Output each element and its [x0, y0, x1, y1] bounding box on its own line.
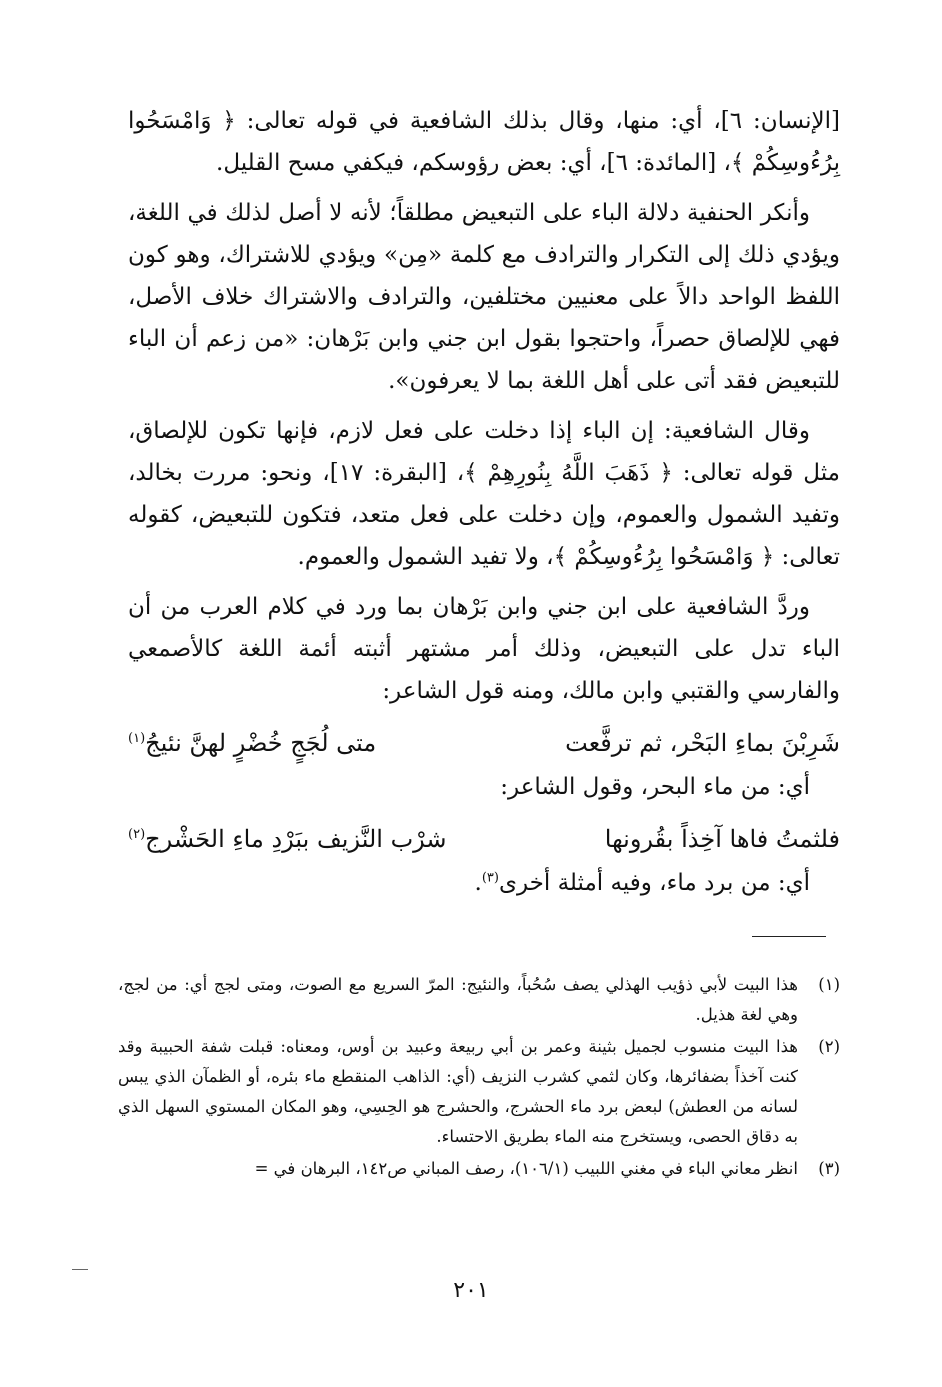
paragraph-2: وأنكر الحنفية دلالة الباء على التبعيض مطلقاً؛ لأنه لا أصل لذلك في اللغة، ويؤدي ذلك إلى التكرار والترادف مع كلمة «مِن» ويؤدي للاشتراك، وهو كون اللفظ الواحد دالاً على معنيين مختلفين، والترادف والاشتراك خلاف الأصل، فهي للإلصاق حصراً، واحتجوا بقول ابن جني وابن بَرْهان: «من زعم أن الباء للتبعيض فقد أتى على أهل اللغة بما لا يعرفون». [128, 200, 840, 394]
footnote-ref-1: (١) [128, 731, 146, 746]
footnote-ref-2: (٢) [128, 827, 146, 842]
footnote-number: (٢) [818, 1037, 840, 1056]
verse-1-second-hemistich: متى لُجَجٍ خُضْرٍ لهنَّ نئيجُ [145, 729, 377, 757]
footnote-number: (٣) [818, 1159, 840, 1178]
main-text [128, 100, 840, 912]
footnote-item [118, 970, 840, 1030]
paragraph-3: وقال الشافعية: إن الباء إذا دخلت على فعل لازم، فإنها تكون للإلصاق، مثل قوله تعالى: ﴿ ذَهَبَ اللَّهُ بِنُورِهِمْ ﴾، [البقرة: ١٧]، ونحو: مررت بخالد، وتفيد الشمول والعموم، وإن دخلت على فعل متعد، فتكون للتبعيض، كقوله تعالى: ﴿ وَامْسَحُوا بِرُءُوسِكُمْ ﴾، ولا تفيد الشمول والعموم. [128, 418, 840, 570]
footnote-number: (١) [818, 975, 840, 994]
footnote-text: هذا البيت لأبي ذؤيب الهذلي يصف سُحُباً، والنئيج: المرّ السريع مع الصوت، ومتى لجج أي: من لجج، وهي لغة هذيل. [118, 975, 798, 1024]
verse-1-first-hemistich: شَرِبْنَ بماءِ البَحْر، ثم ترفَّعت [565, 729, 840, 757]
paragraph-5: أي: من ماء البحر، وقول الشاعر: [500, 774, 810, 800]
footnote-text: انظر معاني الباء في مغني اللبيب (١٠٦/١)، رصف المباني ص١٤٢، البرهان في = [254, 1159, 798, 1178]
verse-1-second-hemistich-wrap [128, 720, 376, 766]
margin-mark [72, 1269, 88, 1270]
footnote-ref-3: (٣) [481, 870, 499, 886]
verse-1 [128, 720, 840, 766]
footnote-item [118, 1032, 840, 1152]
paragraph-6-end: . [474, 870, 482, 896]
verse-2 [128, 816, 840, 862]
footnote-text: هذا البيت منسوب لجميل بثينة وعمر بن أبي ربيعة وعبيد بن أوس، ومعناه: قبلت شفة الحبيبة وقد كنت آخذاً بضفائرها، وكان لثمي كشرب النزيف (أي: الذاهب المنقطع ماء بئره، أو الظمآن الذي يبس لسانه من العطش) لبعض برد ماء الحشرج، والحشرج هو الحِسِي، وهو المكان المستوي السهل الذي به دقاق الحصى، ويستخرج منه الماء بطريق الاحتساء. [118, 1037, 798, 1146]
verse-2-second-hemistich: شرْب النَّزيف ببَرْدِ ماءِ الحَشْرج [145, 825, 447, 853]
footnote-separator [752, 936, 826, 937]
paragraph-1: [الإنسان: ٦]، أي: منها، وقال بذلك الشافعية في قوله تعالى: ﴿ وَامْسَحُوا بِرُءُوسِكُمْ ﴾، [المائدة: ٦]، أي: بعض رؤوسكم، فيكفي مسح القليل. [128, 108, 841, 176]
verse-2-first-hemistich: فلثمتُ فاها آخِذاً بقُرونها [604, 825, 840, 853]
paragraph-6 [128, 862, 840, 904]
verse-2-second-hemistich-wrap [128, 816, 447, 862]
footnotes [118, 970, 840, 1186]
footnote-item [118, 1154, 840, 1184]
paragraph-6-text: أي: من برد ماء، وفيه أمثلة أخرى [498, 870, 810, 896]
paragraph-4: وردَّ الشافعية على ابن جني وابن بَرْهان بما ورد في كلام العرب من أن الباء تدل على التبعيض، وذلك أمر مشتهر أثبته أئمة اللغة كالأصمعي والفارسي والقتبي وابن مالك، ومنه قول الشاعر: [128, 594, 840, 704]
page-number: ٢٠١ [453, 1278, 489, 1303]
